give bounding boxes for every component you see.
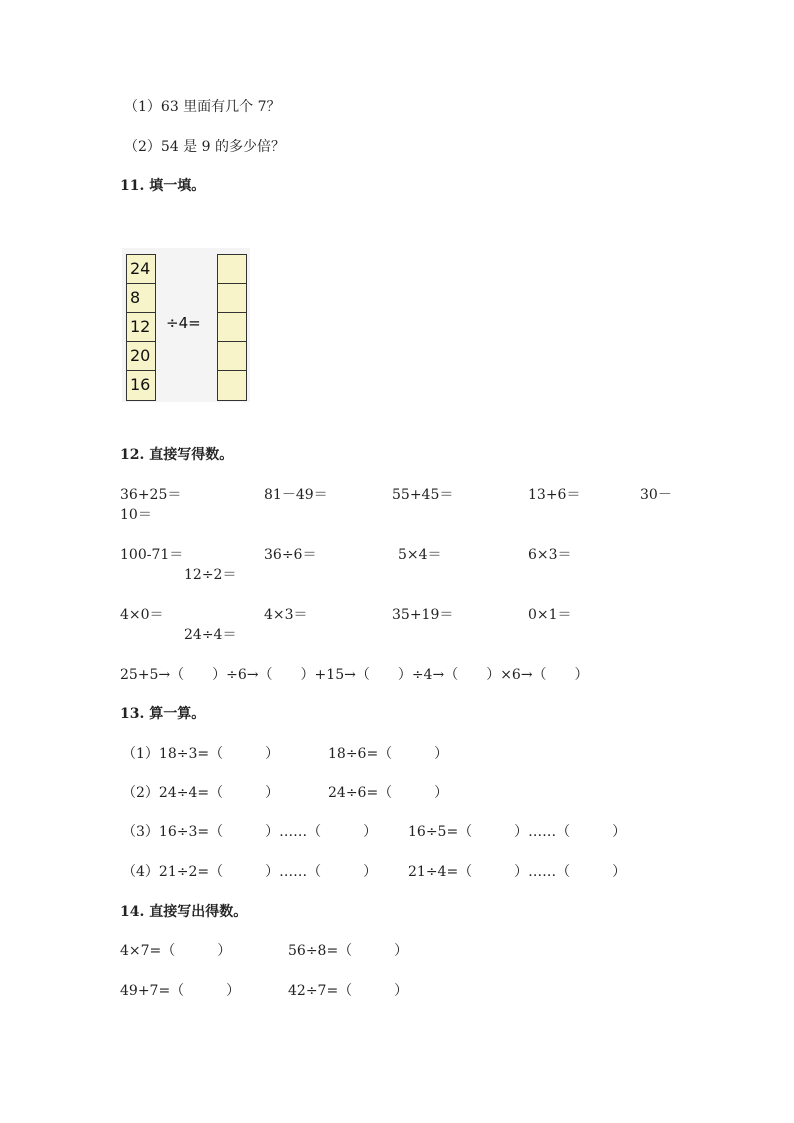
problem: 42÷7=（ ） xyxy=(288,983,409,999)
question-12-title: 12. 直接写得数。 xyxy=(120,447,234,463)
problem: 0×1＝ xyxy=(528,607,572,623)
dividend-cell: 8 xyxy=(127,284,155,313)
problem: 49+7=（ ） xyxy=(120,983,241,999)
problem: 30－ xyxy=(640,487,672,503)
problem: 36+25＝ xyxy=(120,487,182,503)
problem: 56÷8=（ ） xyxy=(288,943,409,959)
answer-column xyxy=(217,254,247,401)
problem: （2）24÷4=（ ） xyxy=(122,785,280,801)
question-13-title: 13. 算一算。 xyxy=(120,706,206,722)
dividend-column xyxy=(126,254,156,401)
problem: （4）21÷2=（ ）……（ ） xyxy=(122,864,378,880)
dividend-cell: 12 xyxy=(127,313,155,342)
operation-chain: 25+5→（ ）÷6→（ ）+15→（ ）÷4→（ ）×6→（ ） xyxy=(120,667,589,683)
problem: 55+45＝ xyxy=(392,487,454,503)
problem: （3）16÷3=（ ）……（ ） xyxy=(122,824,378,840)
problem: 4×0＝ xyxy=(120,607,164,623)
problem: 81－49＝ xyxy=(264,487,328,503)
problem: 24÷6=（ ） xyxy=(328,785,449,801)
answer-cell[interactable] xyxy=(218,342,246,371)
problem: 4×3＝ xyxy=(264,607,308,623)
problem-wrap: 10＝ xyxy=(120,507,152,523)
dividend-cell: 16 xyxy=(130,375,151,394)
problem: 100-71＝ xyxy=(120,547,184,563)
question-11-title: 11. 填一填。 xyxy=(120,178,206,194)
problem: （1）18÷3=（ ） xyxy=(122,746,280,762)
divide-by-four-operator: ÷4= xyxy=(166,314,201,332)
answer-cell[interactable] xyxy=(218,313,246,342)
answer-cell[interactable] xyxy=(218,371,246,400)
question-10-sub-2: （2）54 是 9 的多少倍？ xyxy=(124,139,285,155)
problem: 36÷6＝ xyxy=(264,547,317,563)
dividend-cell: 24 xyxy=(127,255,155,284)
question-14-title: 14. 直接写出得数。 xyxy=(120,904,248,920)
question-10-sub-1: （1）63 里面有几个 7？ xyxy=(124,99,281,115)
dividend-cell: 20 xyxy=(127,342,155,371)
answer-cell[interactable] xyxy=(218,255,246,284)
problem: 21÷4=（ ）……（ ） xyxy=(408,864,627,880)
problem: 16÷5=（ ）……（ ） xyxy=(408,824,627,840)
answer-cell[interactable] xyxy=(218,284,246,313)
problem: 4×7=（ ） xyxy=(120,943,232,959)
problem-wrap: 24÷4＝ xyxy=(184,627,237,643)
problem: 5×4＝ xyxy=(398,547,442,563)
problem: 35+19＝ xyxy=(392,607,454,623)
problem: 6×3＝ xyxy=(528,547,572,563)
problem: 18÷6=（ ） xyxy=(328,746,449,762)
division-figure xyxy=(122,248,250,402)
problem: 13+6＝ xyxy=(528,487,581,503)
problem-wrap: 12÷2＝ xyxy=(184,567,237,583)
